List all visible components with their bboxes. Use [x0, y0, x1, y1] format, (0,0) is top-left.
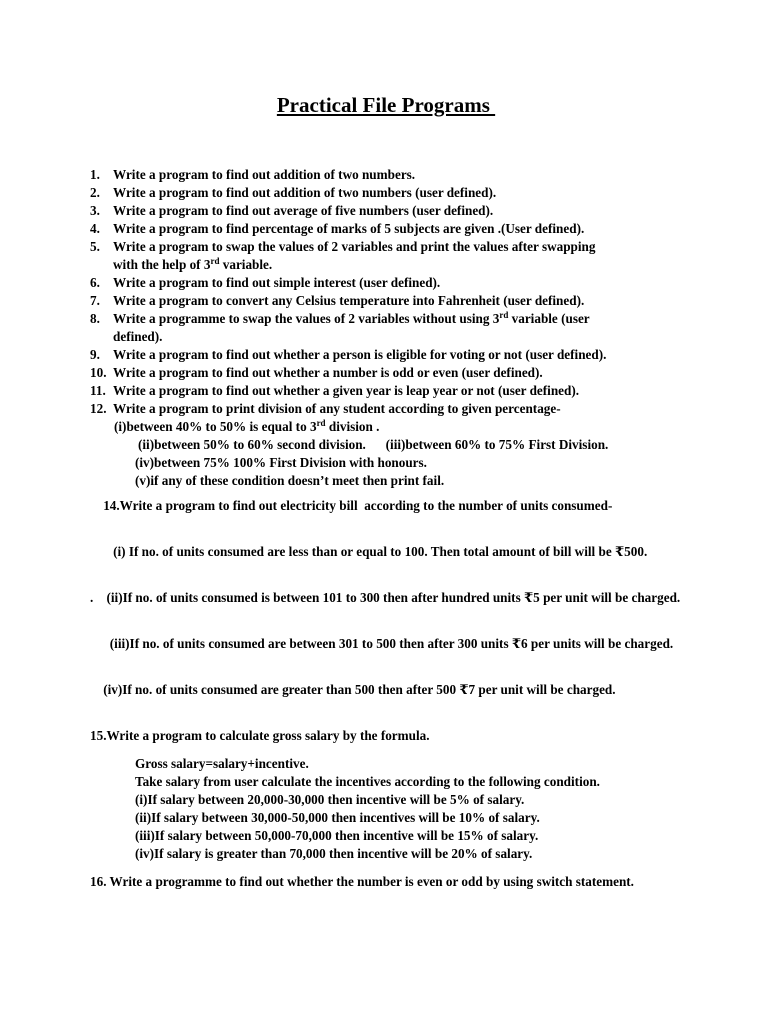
switch-section [90, 873, 690, 891]
electricity-condition-2: . (ii)If no. of units consumed is between 101 to 300 then after hundred units ₹5 per unit will be charged. [90, 590, 681, 605]
salary-condition-4: (iv)If salary is greater than 70,000 then incentive will be 20% of salary. [135, 846, 533, 861]
list-item: 5. Write a program to swap the values of 2 variables and print the values after swapping with the help of 3rd variable. [90, 239, 596, 272]
list-item: 8. Write a programme to swap the values of 2 variables without using 3rd variable (user defined). [90, 310, 590, 344]
salary-formula: Gross salary=salary+incentive. [135, 756, 309, 771]
salary-details [90, 755, 710, 863]
salary-condition-1: (i)If salary between 20,000-30,000 then incentive will be 5% of salary. [135, 792, 525, 807]
electricity-section [90, 497, 690, 515]
division-line-2: (ii)between 50% to 60% second division. (iii)between 60% to 75% First Division. [138, 437, 609, 452]
electricity-heading: 14.Write a program to find out electricity bill according to the number of units consumed- [90, 498, 613, 513]
salary-section [90, 727, 690, 745]
electricity-condition-1: (i) If no. of units consumed are less than or equal to 100. Then total amount of bill will be ₹500. [90, 544, 648, 559]
list-item: 10. Write a program to find out whether a number is odd or even (user defined). [90, 365, 543, 380]
list-item: 7. Write a program to convert any Celsius temperature into Fahrenheit (user defined). [90, 293, 585, 308]
salary-heading: 15.Write a program to calculate gross salary by the formula. [90, 728, 430, 743]
list-item: 1. Write a program to find out addition of two numbers. [90, 167, 416, 182]
program-list [90, 166, 690, 490]
division-line-3: (iv)between 75% 100% First Division with honours. [135, 455, 427, 470]
division-line-4: (v)if any of these condition doesn’t meet then print fail. [135, 473, 445, 488]
list-item: 11. Write a program to find out whether a given year is leap year or not (user defined). [90, 383, 580, 398]
page-title: Practical File Programs [276, 93, 496, 117]
list-item: 12. Write a program to print division of any student according to given percentage- [90, 401, 561, 416]
division-conditions [90, 418, 690, 490]
salary-condition-2: (ii)If salary between 30,000-50,000 then incentives will be 10% of salary. [135, 810, 540, 825]
switch-heading: 16. Write a programme to find out whether the number is even or odd by using switch statement. [90, 874, 634, 889]
list-item: 6. Write a program to find out simple interest (user defined). [90, 275, 441, 290]
division-line-1: (i)between 40% to 50% is equal to 3rd division . [114, 418, 380, 434]
salary-condition-3: (iii)If salary between 50,000-70,000 then incentive will be 15% of salary. [135, 828, 539, 843]
list-item: 3. Write a program to find out average of five numbers (user defined). [90, 203, 494, 218]
electricity-condition-3: (iii)If no. of units consumed are between 301 to 500 then after 300 units ₹6 per units will be charged. [90, 636, 674, 651]
list-item: 2. Write a program to find out addition of two numbers (user defined). [90, 185, 497, 200]
list-item: 9. Write a program to find out whether a person is eligible for voting or not (user defined). [90, 347, 607, 362]
salary-instruction: Take salary from user calculate the incentives according to the following condition. [135, 774, 600, 789]
electricity-condition-4: (iv)If no. of units consumed are greater than 500 then after 500 ₹7 per unit will be charged. [90, 682, 616, 697]
list-item: 4. Write a program to find percentage of marks of 5 subjects are given .(User defined). [90, 221, 585, 236]
